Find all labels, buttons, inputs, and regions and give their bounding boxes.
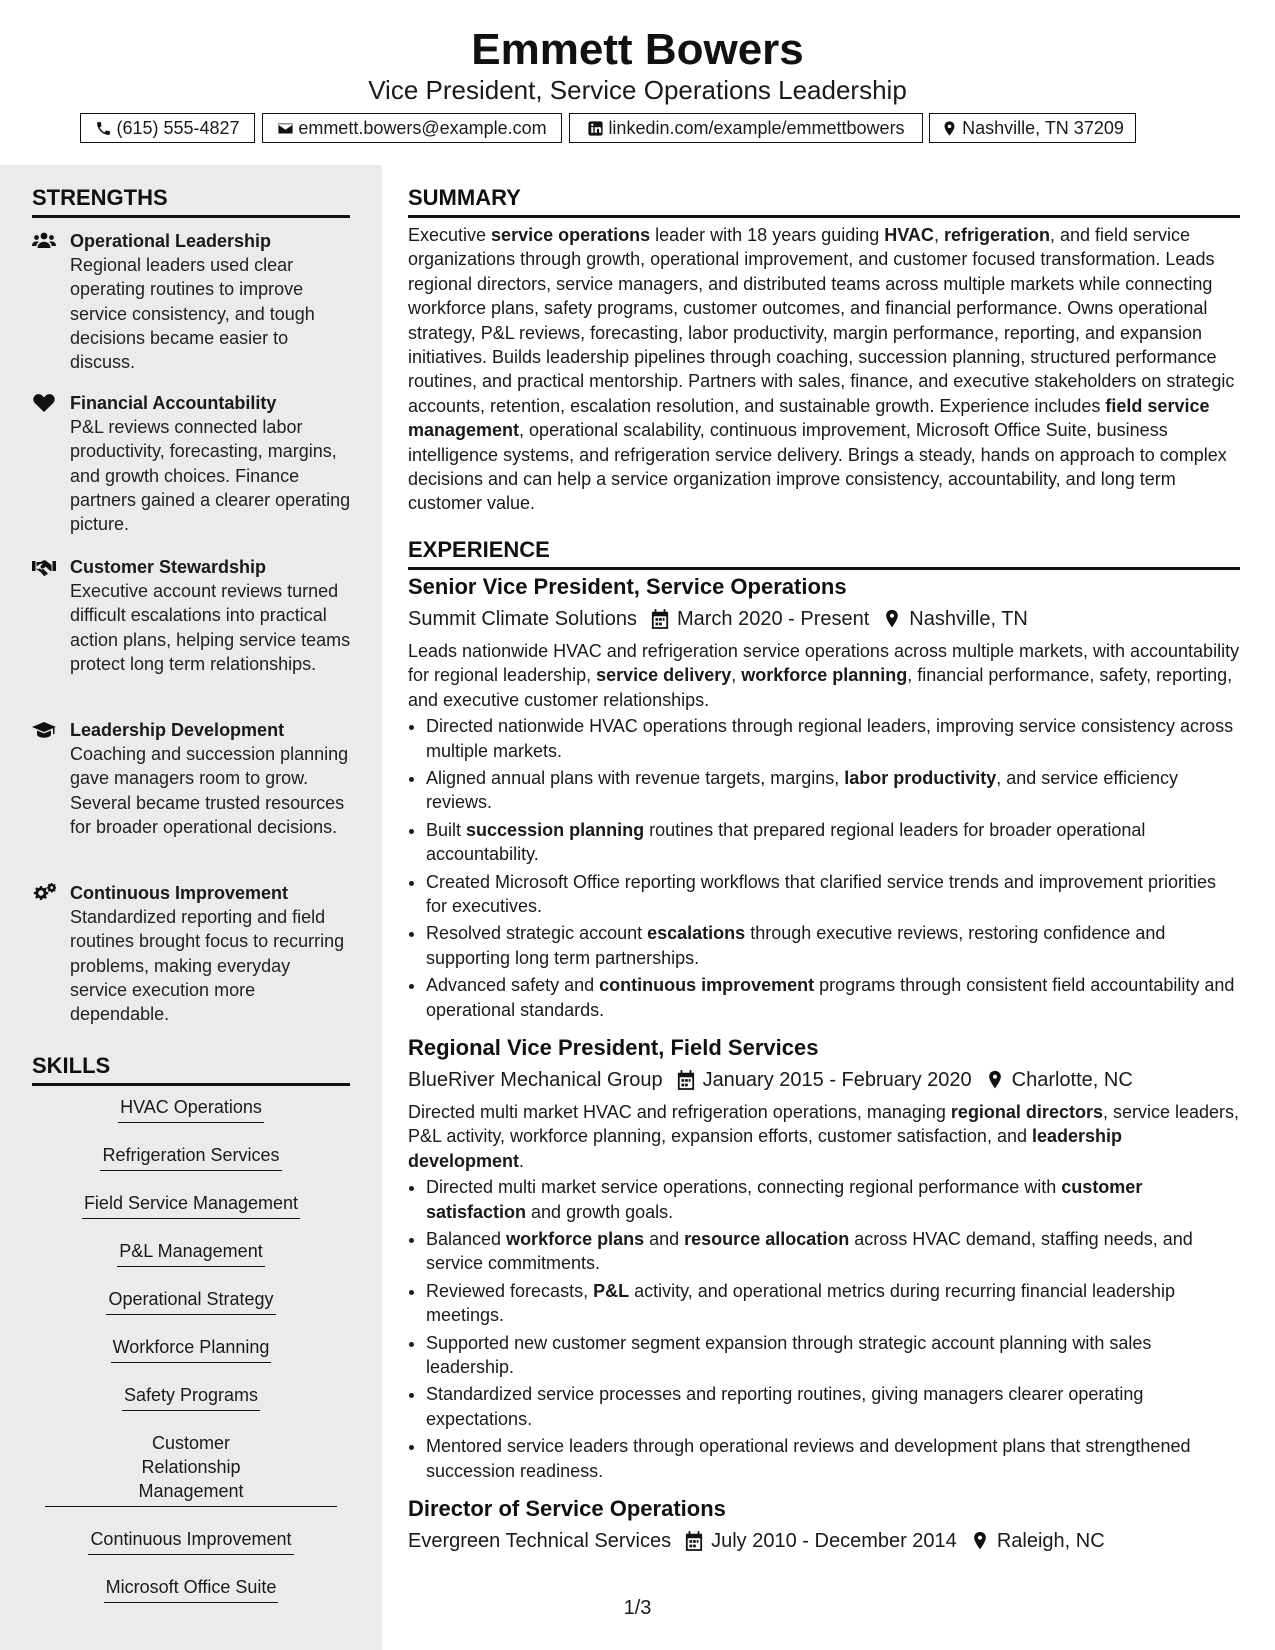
map-pin-icon xyxy=(986,1070,1004,1090)
bullet-item: • Supported new customer segment expansion through strategic account planning with sales leadership. xyxy=(426,1331,1240,1380)
calendar-icon xyxy=(651,609,669,629)
bullet-item: • Directed multi market service operations, connecting regional performance with customer satisfaction and growth goals. xyxy=(426,1175,1240,1224)
calendar-icon xyxy=(685,1531,703,1551)
strength-desc: Coaching and succession planning gave managers room to grow. Several became trusted resources for broader operational decisions. xyxy=(70,744,349,837)
strength-desc: Standardized reporting and field routines brought focus to recurring problems, making everyday service execution more dependable. xyxy=(70,907,345,1025)
job-bullets xyxy=(408,1175,1240,1483)
skills-heading: SKILLS xyxy=(32,1051,350,1086)
contact-location xyxy=(929,113,1136,143)
strength-desc: Regional leaders used clear operating routines to improve service consistency, and tough decisions became easier to discuss. xyxy=(70,255,315,373)
calendar-icon xyxy=(677,1070,695,1090)
bullet-item: • Standardized service processes and reporting routines, giving managers clearer operating expectations. xyxy=(426,1382,1240,1431)
experience-heading: EXPERIENCE xyxy=(408,535,1240,570)
bullet-item: • Created Microsoft Office reporting workflows that clarified service trends and improvement priorities for executives. xyxy=(426,870,1240,919)
linkedin-icon xyxy=(587,120,604,137)
bullet-item: • Balanced workforce plans and resource allocation across HVAC demand, staffing needs, and service commitments. xyxy=(426,1227,1240,1276)
job-description: Directed multi market HVAC and refrigeration operations, managing regional directors, service leaders, P&L activity, workforce planning, expansion efforts, customer satisfaction, and leadership development. xyxy=(408,1102,1240,1171)
location-text: Nashville, TN 37209 xyxy=(962,117,1124,138)
handshake-icon xyxy=(32,557,56,577)
candidate-title: Vice President, Service Operations Leadership xyxy=(368,75,907,105)
skill-item: Refrigeration Services xyxy=(32,1143,350,1171)
skill-item: Continuous Improvement xyxy=(32,1527,350,1555)
graduation-cap-icon xyxy=(32,720,56,740)
contact-bar xyxy=(80,113,1190,145)
phone-icon xyxy=(95,120,112,137)
sidebar xyxy=(0,165,382,1650)
job-entry xyxy=(408,1034,1240,1486)
job-meta xyxy=(408,1066,1240,1094)
company-name: BlueRiver Mechanical Group xyxy=(408,1069,663,1091)
linkedin-text: linkedin.com/example/emmettbowers xyxy=(608,117,905,138)
strength-item xyxy=(32,229,352,374)
strength-item xyxy=(32,718,352,839)
strength-item xyxy=(32,881,352,1026)
company-name: Summit Climate Solutions xyxy=(408,608,637,630)
job-location: Raleigh, NC xyxy=(996,1530,1105,1552)
strength-title: Financial Accountability xyxy=(70,393,277,413)
contact-email[interactable] xyxy=(262,113,562,143)
users-icon xyxy=(32,231,56,251)
strength-title: Leadership Development xyxy=(70,720,285,740)
job-title: Director of Service Operations xyxy=(408,1496,726,1521)
heart-icon xyxy=(32,393,56,413)
skill-item: Customer Relationship Management xyxy=(32,1431,350,1507)
job-entry xyxy=(408,573,1240,1025)
skill-item: Workforce Planning xyxy=(32,1335,350,1363)
bullet-item: • Resolved strategic account escalations through executive reviews, restoring confidence and supporting long term partnerships. xyxy=(426,921,1240,970)
map-pin-icon xyxy=(883,609,901,629)
strength-desc: P&L reviews connected labor productivity, forecasting, margins, and growth choices. Finance partners gained a clearer operating picture. xyxy=(70,417,351,535)
summary-heading: SUMMARY xyxy=(408,183,1240,218)
map-pin-icon xyxy=(941,120,958,137)
job-title: Regional Vice President, Field Services xyxy=(408,1035,819,1060)
skill-item: Safety Programs xyxy=(32,1383,350,1411)
job-entry xyxy=(408,1495,1240,1555)
strength-title: Continuous Improvement xyxy=(70,883,289,903)
skill-item: P&L Management xyxy=(32,1239,350,1267)
map-pin-icon xyxy=(971,1531,989,1551)
bullet-item: • Aligned annual plans with revenue targets, margins, labor productivity, and service efficiency reviews. xyxy=(426,766,1240,815)
skill-item: Operational Strategy xyxy=(32,1287,350,1315)
job-location: Charlotte, NC xyxy=(1011,1069,1133,1091)
job-title: Senior Vice President, Service Operations xyxy=(408,574,847,599)
bullet-item: • Reviewed forecasts, P&L activity, and operational metrics during recurring financial leadership meetings. xyxy=(426,1279,1240,1328)
job-dates: March 2020 - Present xyxy=(676,608,870,630)
job-bullets xyxy=(408,714,1240,1022)
strength-title: Customer Stewardship xyxy=(70,557,267,577)
skill-item: HVAC Operations xyxy=(32,1095,350,1123)
skills-list xyxy=(32,1095,350,1623)
email-text: emmett.bowers@example.com xyxy=(298,117,547,138)
bullet-item: • Advanced safety and continuous improvement programs through consistent field accountability and operational standards. xyxy=(426,973,1240,1022)
strength-item xyxy=(32,391,352,536)
skill-item: Microsoft Office Suite xyxy=(32,1575,350,1603)
strength-item xyxy=(32,555,352,676)
contact-linkedin[interactable] xyxy=(569,113,923,143)
bullet-item: • Directed nationwide HVAC operations through regional leaders, improving service consistency across multiple markets. xyxy=(426,714,1240,763)
phone-text: (615) 555-4827 xyxy=(116,117,240,138)
bullet-item: • Built succession planning routines that prepared regional leaders for broader operational accountability. xyxy=(426,818,1240,867)
job-dates: January 2015 - February 2020 xyxy=(702,1069,972,1091)
strengths-heading: STRENGTHS xyxy=(32,183,350,218)
skill-item: Field Service Management xyxy=(32,1191,350,1219)
strength-title: Operational Leadership xyxy=(70,231,272,251)
job-location: Nashville, TN xyxy=(909,608,1028,630)
job-meta xyxy=(408,1527,1240,1555)
page-number: 1/3 xyxy=(623,1597,652,1619)
job-meta xyxy=(408,605,1240,633)
company-name: Evergreen Technical Services xyxy=(408,1530,672,1552)
contact-phone[interactable] xyxy=(80,113,255,143)
strength-desc: Executive account reviews turned difficult escalations into practical action plans, helping service teams protect long term relationships. xyxy=(70,581,351,674)
gears-icon xyxy=(32,883,56,903)
bullet-item: • Mentored service leaders through operational reviews and development plans that strengthened succession readiness. xyxy=(426,1434,1240,1483)
resume-header xyxy=(0,0,1275,165)
candidate-name: Emmett Bowers xyxy=(471,25,804,74)
summary-text: Executive service operations leader with 18 years guiding HVAC, refrigeration, and field service organizations through growth, operational improvement, and customer focused transformation. Leads regional directors, service managers, and distributed teams across multiple markets while connecting workforce plans, safety programs, customer outcomes, and financial performance. Owns operational strategy, P&L reviews, forecasting, labor productivity, margin performance, reporting, and expansion initiatives. Builds leadership pipelines through coaching, succession planning, structured performance routines, and practical mentorship. Partners with sales, finance, and executive stakeholders on strategic accounts, retention, escalation resolution, and sustainable growth. Experience includes field service management, operational scalability, continuous improvement, Microsoft Office Suite, business intelligence systems, and refrigeration service delivery. Brings a steady, hands on approach to complex decisions and can help a service organization improve consistency, accountability, and long term customer value. xyxy=(408,225,1235,514)
job-dates: July 2010 - December 2014 xyxy=(711,1530,957,1552)
job-description: Leads nationwide HVAC and refrigeration service operations across multiple markets, with accountability for regional leadership, service delivery, workforce planning, financial performance, safety, reporting, and executive customer relationships. xyxy=(408,641,1240,710)
envelope-icon xyxy=(277,120,294,137)
